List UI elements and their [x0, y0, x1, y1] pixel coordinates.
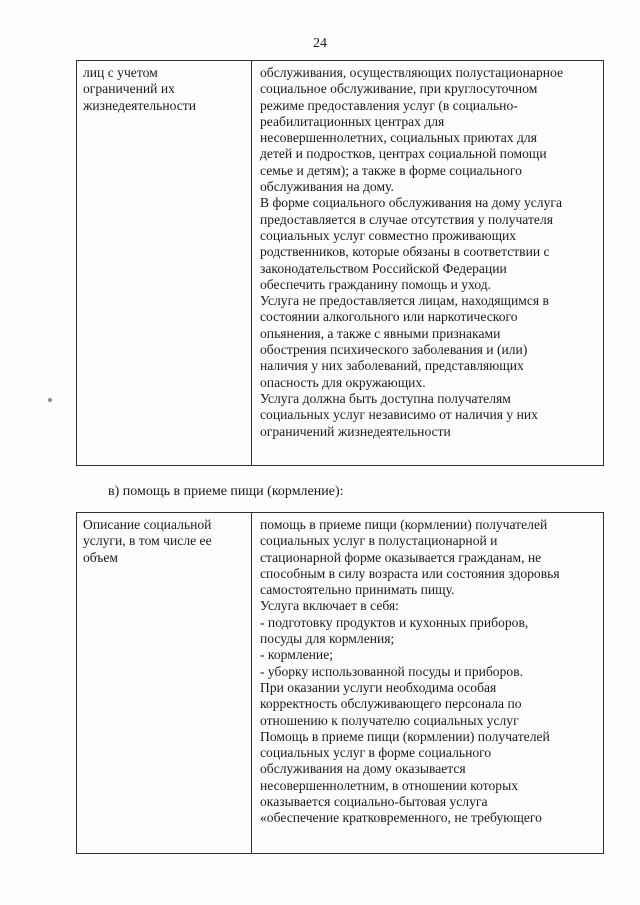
text-line: обслуживания, осуществляющих полустационарное: [260, 65, 564, 80]
text-line: предоставляется в случае отсутствия у получателя: [260, 211, 553, 227]
text-line: «обеспечение кратковременного, не требующего: [260, 810, 542, 826]
text-line: обслуживания на дому оказывается: [260, 761, 466, 777]
text-line: детей и подростков, центрах социальной помощи: [260, 146, 547, 162]
text-line: состоянии алкогольного или наркотического: [260, 309, 518, 325]
text-line: опьянения, а также с явными признаками: [260, 325, 501, 341]
text-line: отношению к получателю социальных услуг: [260, 712, 519, 728]
text-line: ограничений их: [83, 81, 175, 97]
text-line: социальных услуг в форме социального: [260, 745, 492, 761]
text-line: социальных услуг в полустационарной и: [260, 533, 498, 549]
text-line: семье и детям); а также в форме социального: [260, 162, 522, 178]
table1-left-cell: [77, 61, 252, 465]
text-line: Услуга должна быть доступна получателям: [260, 390, 511, 406]
text-line: - подготовку продуктов и кухонных приборов,: [260, 614, 529, 630]
text-line: корректность обслуживающего персонала по: [260, 696, 522, 712]
page-number: 24: [313, 36, 327, 51]
scan-artifact: [48, 398, 52, 402]
text-line: оказывается социально-бытовая услуга: [260, 794, 488, 810]
text-line: При оказании услуги необходима особая: [260, 679, 497, 695]
table2-right-cell: [252, 513, 603, 853]
text-line: услуги, в том числе ее: [83, 533, 212, 549]
text-line: жизнедеятельности: [83, 97, 196, 113]
text-line: обострения психического заболевания и (или): [260, 342, 528, 358]
text-line: обеспечить гражданину помощь и уход.: [260, 276, 492, 292]
text-line: самостоятельно принимать пищу.: [260, 582, 455, 598]
text-line: стационарной форме оказывается гражданам, не: [260, 549, 542, 565]
text-line: реабилитационных центрах для: [260, 113, 445, 129]
text-line: режиме предоставления услуг (в социально-: [260, 97, 518, 113]
table2-left-cell: [77, 513, 252, 853]
text-line: - уборку использованной посуды и приборов.: [260, 663, 524, 679]
text-line: помощь в приеме пищи (кормлении) получателей: [260, 517, 548, 532]
text-line: наличия у них заболеваний, представляющих: [260, 358, 524, 374]
text-line: - кормление;: [260, 647, 334, 663]
text-line: способным в силу возраста или состояния здоровья: [260, 565, 560, 581]
text-line: несовершеннолетним, в отношении которых: [260, 777, 519, 793]
text-line: В форме социального обслуживания на дому услуга: [260, 195, 562, 211]
text-line: Услуга включает в себя:: [260, 598, 399, 614]
text-line: лиц с учетом: [83, 65, 158, 80]
text-line: Помощь в приеме пищи (кормлении) получателей: [260, 728, 550, 744]
text-line: обслуживания на дому.: [260, 179, 394, 195]
text-line: социальных услуг независимо от наличия у них: [260, 407, 538, 423]
service-table-continued: [76, 60, 604, 466]
table1-right-cell: [252, 61, 603, 465]
text-line: социальных услуг совместно проживающих: [260, 227, 517, 243]
section-heading: в) помощь в приеме пищи (кормление):: [108, 484, 344, 499]
text-line: Описание социальной: [83, 517, 212, 532]
service-description-table: [76, 512, 604, 854]
text-line: Услуга не предоставляется лицам, находящимся в: [260, 293, 549, 309]
text-line: родственников, которые обязаны в соответствии с: [260, 244, 550, 260]
text-line: посуды для кормления;: [260, 631, 395, 647]
text-line: социальное обслуживание, при круглосуточном: [260, 81, 538, 97]
text-line: ограничений жизнедеятельности: [260, 423, 451, 439]
text-line: объем: [83, 549, 119, 565]
text-line: несовершеннолетних, социальных приютах для: [260, 130, 537, 146]
text-line: опасность для окружающих.: [260, 374, 426, 390]
text-line: законодательством Российской Федерации: [260, 260, 507, 276]
